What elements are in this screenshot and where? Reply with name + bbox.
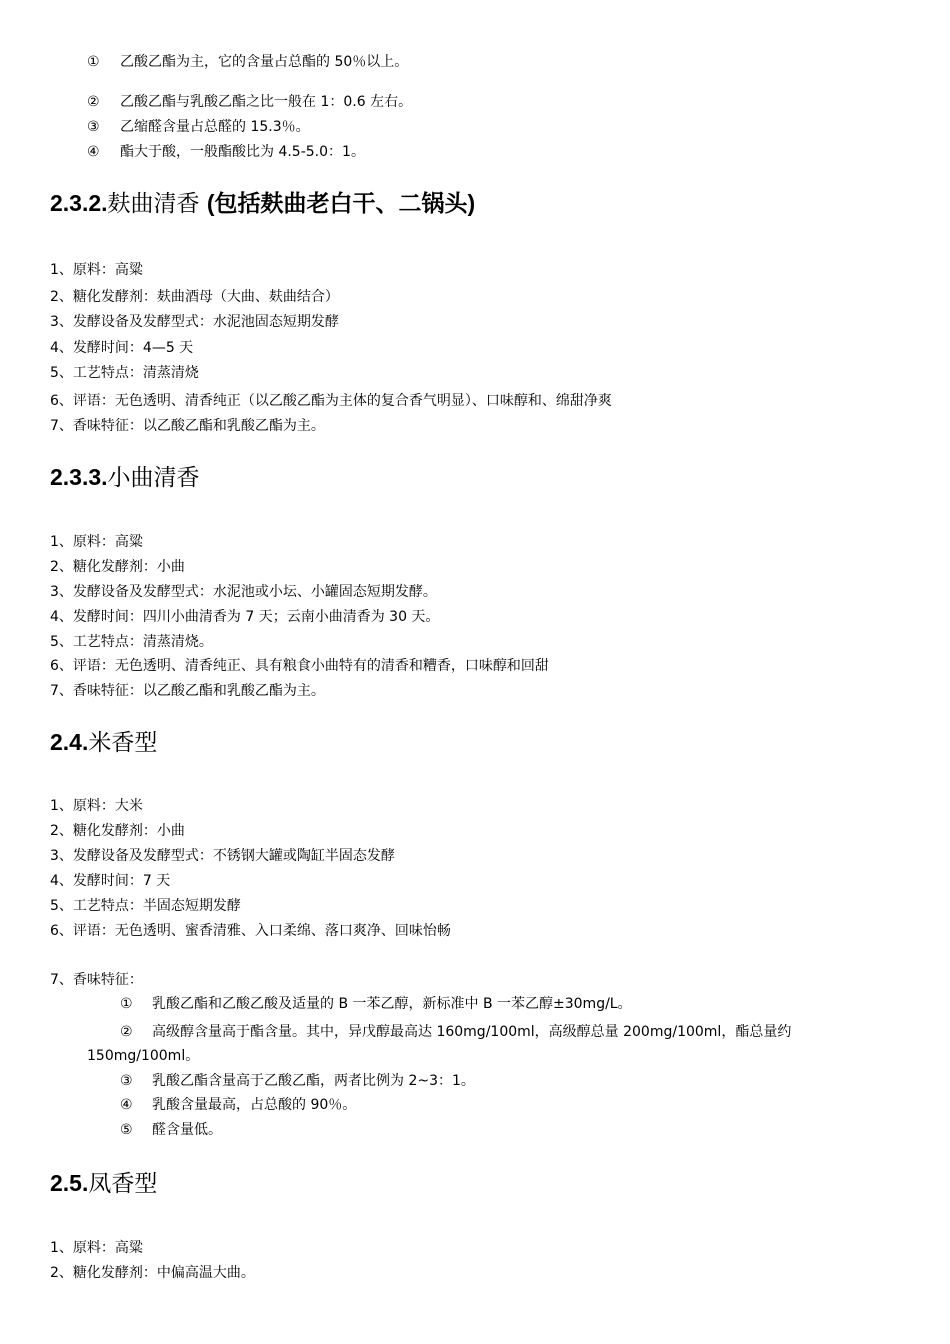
sub-list-item — [120, 1072, 475, 1090]
list-text: 乳酸乙酯和乙酸乙酸及适量的 B 一苯乙醇，新标准中 B 一苯乙醇±30mg/L。 — [152, 996, 632, 1012]
list-item — [87, 118, 310, 136]
list-item: 5、工艺特点：半固态短期发酵 — [50, 898, 241, 914]
list-item: 4、发酵时间：四川小曲清香为 7 天；云南小曲清香为 30 天。 — [50, 609, 440, 625]
list-item — [87, 143, 365, 161]
list-item: 5、工艺特点：清蒸清烧 — [50, 365, 199, 381]
list-item: 3、发酵设备及发酵型式：水泥池固态短期发酵 — [50, 314, 339, 330]
section-heading-2-3-2 — [50, 188, 475, 219]
list-item: 4、发酵时间：7 天 — [50, 873, 171, 889]
sub-list-item — [120, 995, 632, 1013]
sub-list-continuation: 150mg/100ml。 — [87, 1048, 200, 1064]
list-marker: ③ — [87, 119, 100, 135]
list-item: 2、糖化发酵剂：小曲 — [50, 559, 185, 575]
heading-number: 2.5. — [50, 1170, 89, 1196]
list-item — [87, 93, 412, 111]
sub-list-item — [120, 1023, 791, 1041]
heading-title: 米香型 — [88, 730, 158, 756]
list-item: 3、发酵设备及发酵型式：水泥池或小坛、小罐固态短期发酵。 — [50, 584, 437, 600]
list-item: 3、发酵设备及发酵型式：不锈钢大罐或陶缸半固态发酵 — [50, 848, 395, 864]
list-item: 7、香味特征：以乙酸乙酯和乳酸乙酯为主。 — [50, 418, 325, 434]
sub-list-item — [120, 1096, 356, 1114]
list-item: 6、评语：无色透明、清香纯正、具有粮食小曲特有的清香和糟香，口味醇和回甜 — [50, 658, 549, 674]
heading-title: 凤香型 — [88, 1171, 158, 1197]
list-text: 高级醇含量高于酯含量。其中，异戊醇最高达 160mg/100ml，高级醇总量 200mg/100ml，酯总量约 — [152, 1024, 792, 1040]
heading-suffix: (包括麸曲老白干、二锅头) — [206, 190, 476, 216]
list-item: 2、糖化发酵剂：麸曲酒母（大曲、麸曲结合） — [50, 289, 339, 305]
list-marker: ① — [87, 54, 100, 70]
list-item: 2、糖化发酵剂：小曲 — [50, 823, 185, 839]
list-marker: ④ — [120, 1097, 133, 1113]
section-heading-2-4 — [50, 727, 157, 758]
list-text: 乙缩醛含量占总醛的 15.3％。 — [120, 119, 310, 135]
list-item: 1、原料：高粱 — [50, 534, 143, 550]
heading-number: 2.3.2. — [50, 190, 108, 216]
heading-title: 小曲清香 — [107, 465, 200, 491]
list-item: 2、糖化发酵剂：中偏高温大曲。 — [50, 1265, 255, 1281]
list-item: 5、工艺特点：清蒸清烧。 — [50, 634, 213, 650]
list-text: 乙酸乙酯为主，它的含量占总酯的 50％以上。 — [120, 54, 409, 70]
heading-number: 2.3.3. — [50, 464, 108, 490]
list-marker: ① — [120, 996, 133, 1012]
list-text: 乳酸乙酯含量高于乙酸乙酯，两者比例为 2~3：1。 — [152, 1073, 475, 1089]
list-marker: ② — [87, 94, 100, 110]
list-item: 6、评语：无色透明、清香纯正（以乙酸乙酯为主体的复合香气明显）、口味醇和、绵甜净爽 — [50, 393, 612, 409]
list-item: 7、香味特征： — [50, 972, 143, 988]
list-item — [87, 53, 408, 71]
list-text: 醛含量低。 — [152, 1122, 222, 1138]
heading-number: 2.4. — [50, 729, 89, 755]
section-heading-2-5 — [50, 1168, 157, 1199]
list-item: 1、原料：大米 — [50, 798, 143, 814]
list-item: 1、原料：高粱 — [50, 1240, 143, 1256]
heading-title: 麸曲清香 — [107, 191, 200, 217]
list-marker: ③ — [120, 1073, 133, 1089]
list-text: 酯大于酸，一般酯酸比为 4.5-5.0：1。 — [120, 144, 365, 160]
list-marker: ⑤ — [120, 1122, 133, 1138]
list-item: 7、香味特征：以乙酸乙酯和乳酸乙酯为主。 — [50, 683, 325, 699]
list-item: 1、原料：高粱 — [50, 262, 143, 278]
list-text: 乳酸含量最高，占总酸的 90％。 — [152, 1097, 357, 1113]
list-item: 4、发酵时间：4—5 天 — [50, 340, 194, 356]
list-marker: ② — [120, 1024, 133, 1040]
list-text: 乙酸乙酯与乳酸乙酯之比一般在 1：0.6 左右。 — [120, 94, 413, 110]
list-marker: ④ — [87, 144, 100, 160]
section-heading-2-3-3 — [50, 462, 200, 493]
sub-list-item — [120, 1121, 222, 1139]
list-item: 6、评语：无色透明、蜜香清雅、入口柔绵、落口爽净、回味怡畅 — [50, 923, 451, 939]
